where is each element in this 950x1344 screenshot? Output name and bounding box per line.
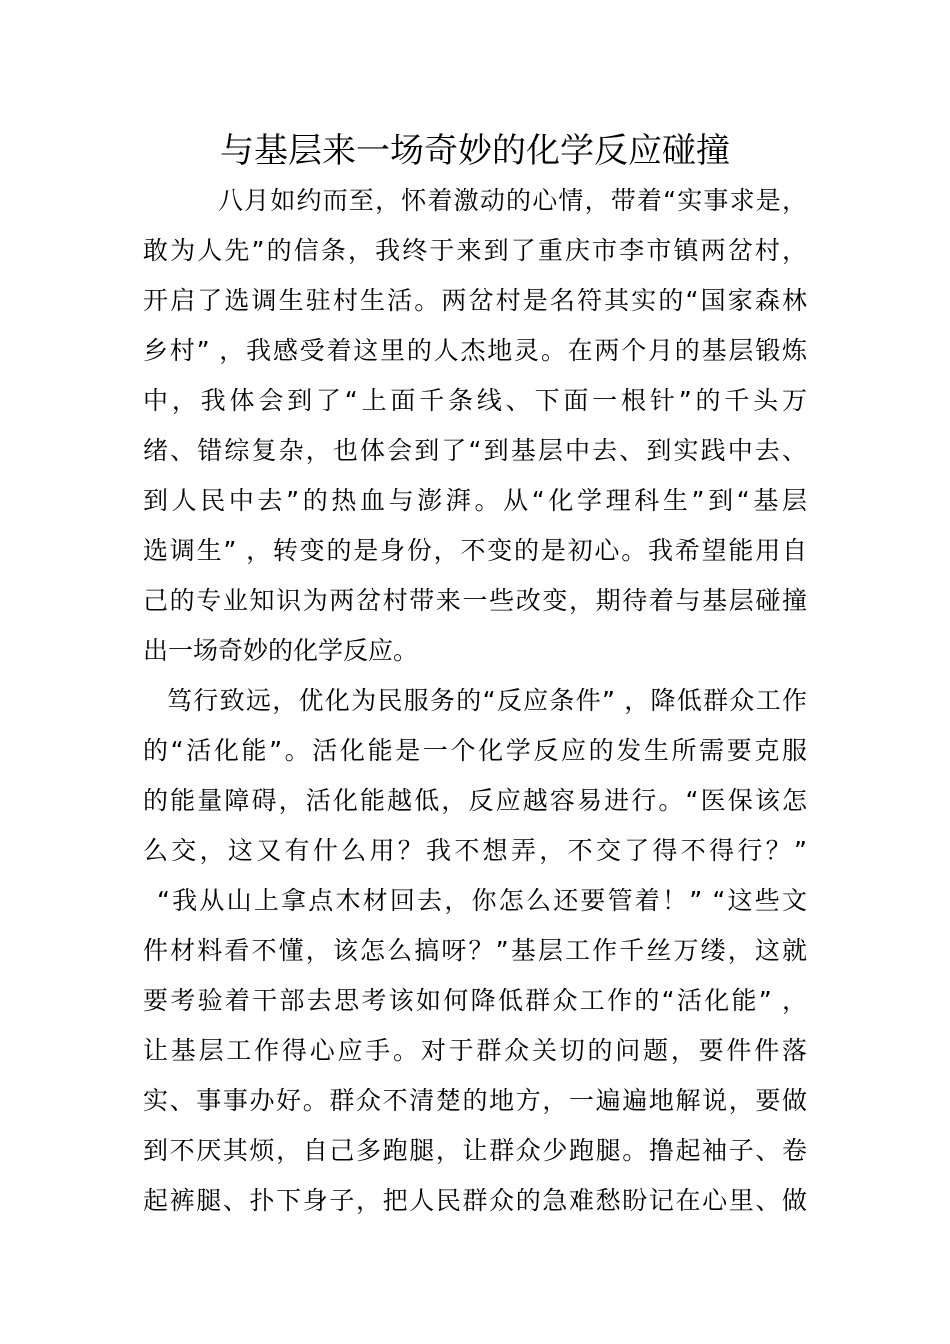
paragraph-2-line: 的“活化能”。活化能是一个化学反应的发生所需要克服 [143,736,807,765]
paragraph-2-line: 的能量障碍，活化能越低，反应越容易进行。“医保该怎 [143,786,807,815]
paragraph-1-line: 中，我体会到了“上面千条线、下面一根针”的千头万 [143,386,807,415]
paragraph-1-line: 选调生” ，转变的是身份，不变的是初心。我希望能用自 [143,536,807,565]
paragraph-2-line: 要考验着干部去思考该如何降低群众工作的“活化能” ， [143,986,807,1015]
paragraph-1-line: 乡村” ，我感受着这里的人杰地灵。在两个月的基层锻炼 [143,336,807,365]
paragraph-1-line: 敢为人先”的信条，我终于来到了重庆市李市镇两岔村， [143,236,807,265]
paragraph-2-line: 笃行致远，优化为民服务的“反应条件” ，降低群众工作 [167,686,807,715]
paragraph-1-line: 开启了选调生驻村生活。两岔村是名符其实的“国家森林 [143,286,807,315]
paragraph-2-line: 到不厌其烦，自己多跑腿，让群众少跑腿。撸起袖子、卷 [143,1136,807,1165]
paragraph-2-line: 么交，这又有什么用？我不想弄，不交了得不得行？” [143,836,807,865]
paragraph-2-line: 件材料看不懂，该怎么搞呀？”基层工作千丝万缕，这就 [143,936,807,965]
paragraph-2-line: 实、事事办好。群众不清楚的地方，一遍遍地解说，要做 [143,1086,807,1115]
paragraph-2-line: 让基层工作得心应手。对于群众关切的问题，要件件落 [143,1036,807,1065]
paragraph-1-line: 绪、错综复杂，也体会到了“到基层中去、到实践中去、 [143,436,807,465]
paragraph-1-line: 出一场奇妙的化学反应。 [143,636,419,665]
paragraph-1-line: 八月如约而至，怀着激动的心情，带着“实事求是， [218,186,807,215]
paragraph-1-line: 到人民中去”的热血与澎湃。从“化学理科生”到“基层 [143,486,807,515]
paragraph-1-line: 己的专业知识为两岔村带来一些改变，期待着与基层碰撞 [143,586,807,615]
document-title: 与基层来一场奇妙的化学反应碰撞 [220,131,730,171]
paragraph-2-line: “我从山上拿点木材回去，你怎么还要管着！” “这些文 [157,886,807,915]
paragraph-2-line: 起裤腿、扑下身子，把人民群众的急难愁盼记在心里、做 [143,1186,807,1215]
